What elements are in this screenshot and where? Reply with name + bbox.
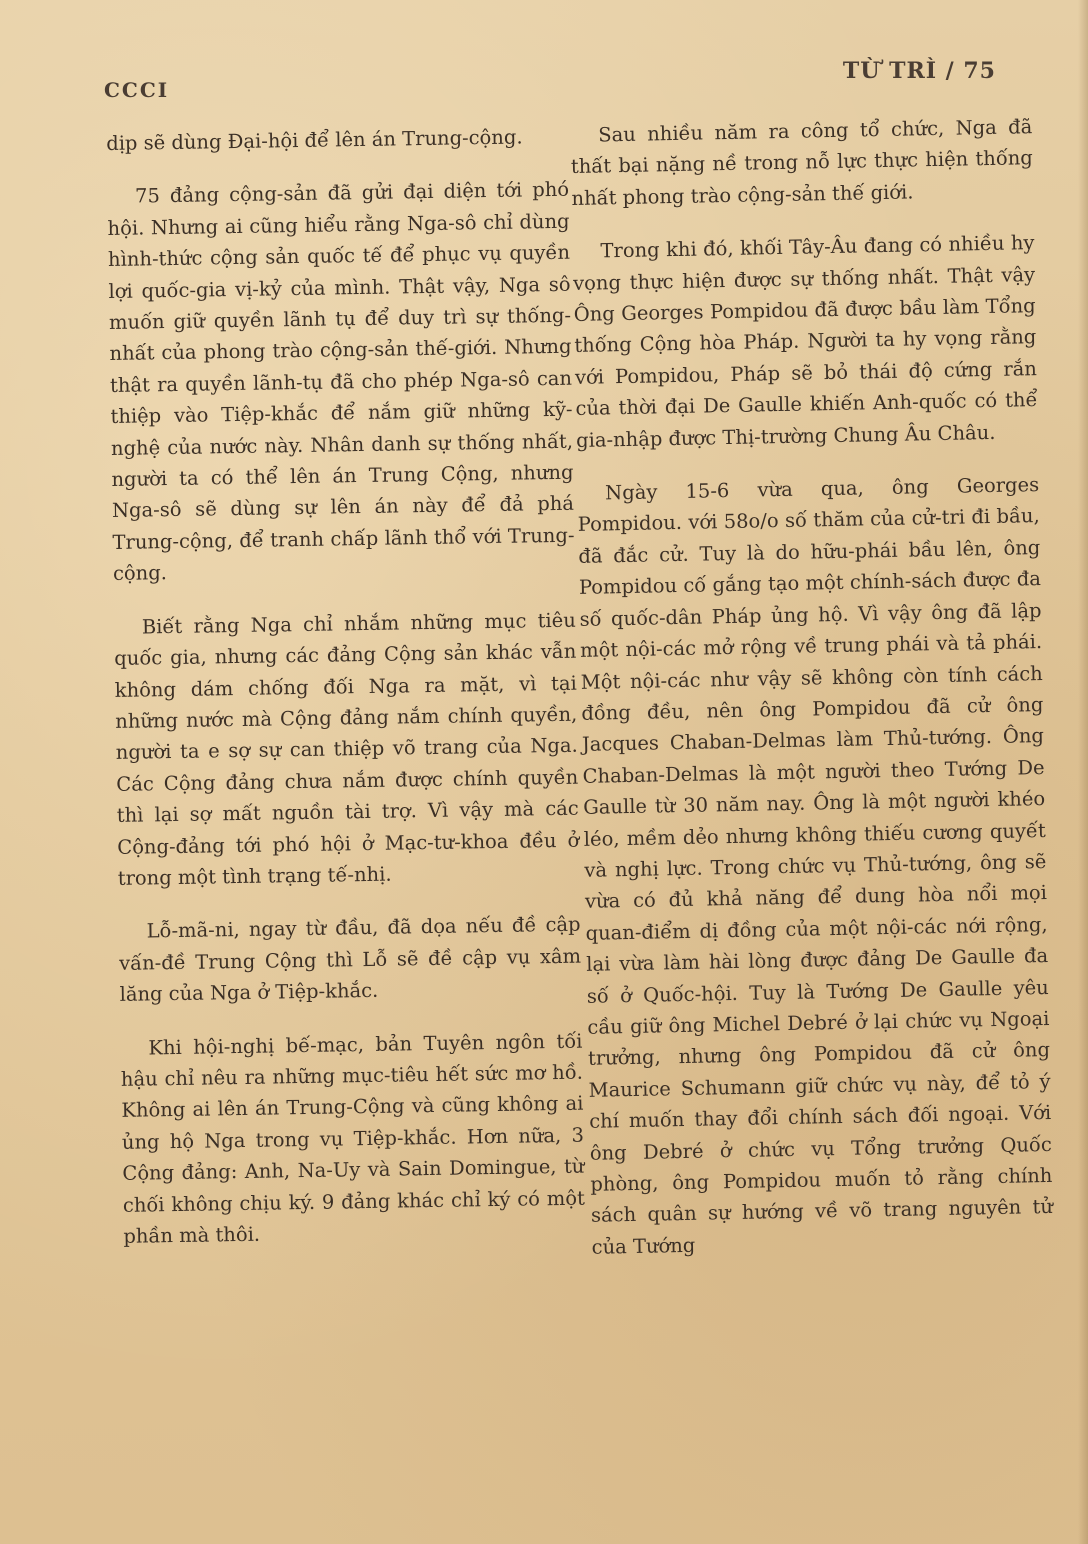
paragraph: Khi hội-nghị bế-mạc, bản Tuyên ngôn tối hậu chỉ nêu ra những mục-tiêu hết sức mơ hồ. Không ai lên án Trung-Cộng và cũng không ai ủng hộ Nga trong vụ Tiệp-khắc. Hơn nữa, 3 Cộng đảng: Anh, Na-Uy và Sain Domingue, từ chối không chịu ký. 9 đảng khác chỉ ký có một phần mà thôi. bbox=[120, 1029, 586, 1248]
paragraph: dịp sẽ dùng Đại-hội để lên án Trung-cộng. bbox=[106, 125, 523, 155]
paragraph: Biết rằng Nga chỉ nhắm những mục tiêu quốc gia, nhưng các đảng Cộng sản khác vẫn không dám chống đối Nga ra mặt, vì tại những nước mà Cộng đảng nắm chính quyền, người ta e sợ sự can thiệp võ trang của Nga. Các Cộng đảng chưa nắm được chính quyền thì lại sợ mất nguồn tài trợ. Vì vậy mà các Cộng-đảng tới phó hội ở Mạc-tư-khoa đều ở trong một tình trạng tế-nhị. bbox=[114, 608, 580, 890]
paragraph: Ngày 15-6 vừa qua, ông Georges Pompidou. với 58o/o số thăm của cử-tri đi bầu, đã đắc cử. Tuy là do hữu-phái bầu lên, ông Pompidou cố gắng tạo một chính-sách được đa số quốc-dân Pháp ủng hộ. Vì vậy ông đã lập một nội-các mở rộng về trung phái và tả phái. Một nội-các như vậy sẽ không còn tính cách đồng đều, nên ông Pompidou đã cử ông Jacques Chaban-Delmas làm Thủ-tướng. Ông Chaban-Delmas là một người theo Tướng De Gaulle từ 30 năm nay. Ông là một người khéo léo, mềm dẻo nhưng không thiếu cương quyết và nghị lực. Trong chức vụ Thủ-tướng, ông sẽ vừa có đủ khả năng để dung hòa nổi mọi quan-điểm dị đồng của một nội-các nới rộng, lại vừa làm hài lòng được đảng De Gaulle đa số ở Quốc-hội. Tuy là Tướng De Gaulle yêu cầu giữ ông Michel Debré ở lại chức vụ Ngoại trưởng, nhưng ông Pompidou đã cử ông Maurice Schumann giữ chức vụ này, để tỏ ý chí muốn thay đổi chính sách đối ngoại. Với ông Debré ở chức vụ Tổng trưởng Quốc phòng, ông Pompidou muốn tỏ rằng chính sách quân sự hướng về võ trang nguyên tử của Tướng bbox=[577, 473, 1054, 1259]
running-header: TỪ TRÌ / 75 bbox=[842, 58, 996, 84]
paragraph: 75 đảng cộng-sản đã gửi đại diện tới phó hội. Nhưng ai cũng hiểu rằng Nga-sô chỉ dùng hình-thức cộng sản quốc tế để phục vụ quyền lợi quốc-gia vị-kỷ của mình. Thật vậy, Nga sô muốn giữ quyền lãnh tụ để duy trì sự thống-nhất của phong trào cộng-sản thế-giới. Nhưng thật ra quyền lãnh-tụ đã cho phép Nga-sô can thiệp vào Tiệp-khắc để nắm giữ những kỹ-nghệ của nước này. Nhân danh sự thống nhất, người ta có thể lên án Trung Cộng, nhưng Nga-sô sẽ dùng sự lên án này để đả phá Trung-cộng, để tranh chấp lãnh thổ với Trung-cộng. bbox=[107, 178, 575, 586]
paragraph: Sau nhiều năm ra công tổ chức, Nga đã thất bại nặng nề trong nỗ lực thực hiện thống nhất phong trào cộng-sản thế giới. bbox=[570, 115, 1034, 210]
paragraph: Lỗ-mã-ni, ngay từ đầu, đã dọa nếu đề cập vấn-đề Trung Cộng thì Lỗ sẽ đề cập vụ xâm lăng của Nga ở Tiệp-khắc. bbox=[118, 912, 582, 1007]
right-column bbox=[570, 111, 1054, 1285]
paragraph: Trong khi đó, khối Tây-Âu đang có nhiều hy vọng thực hiện được sự thống nhất. Thật vậy Ông Georges Pompidou đã được bầu làm Tổng thống Cộng hòa Pháp. Người ta hy vọng rằng với Pompidou, Pháp sẽ bỏ thái độ cứng rắn của thời đại De Gaulle khiến Anh-quốc có thể gia-nhập được Thị-trường Chung Âu Châu. bbox=[572, 231, 1038, 452]
left-column bbox=[106, 121, 586, 1275]
page-edge-shadow bbox=[1078, 0, 1088, 1544]
header-left-marker: CCCI bbox=[104, 78, 170, 102]
